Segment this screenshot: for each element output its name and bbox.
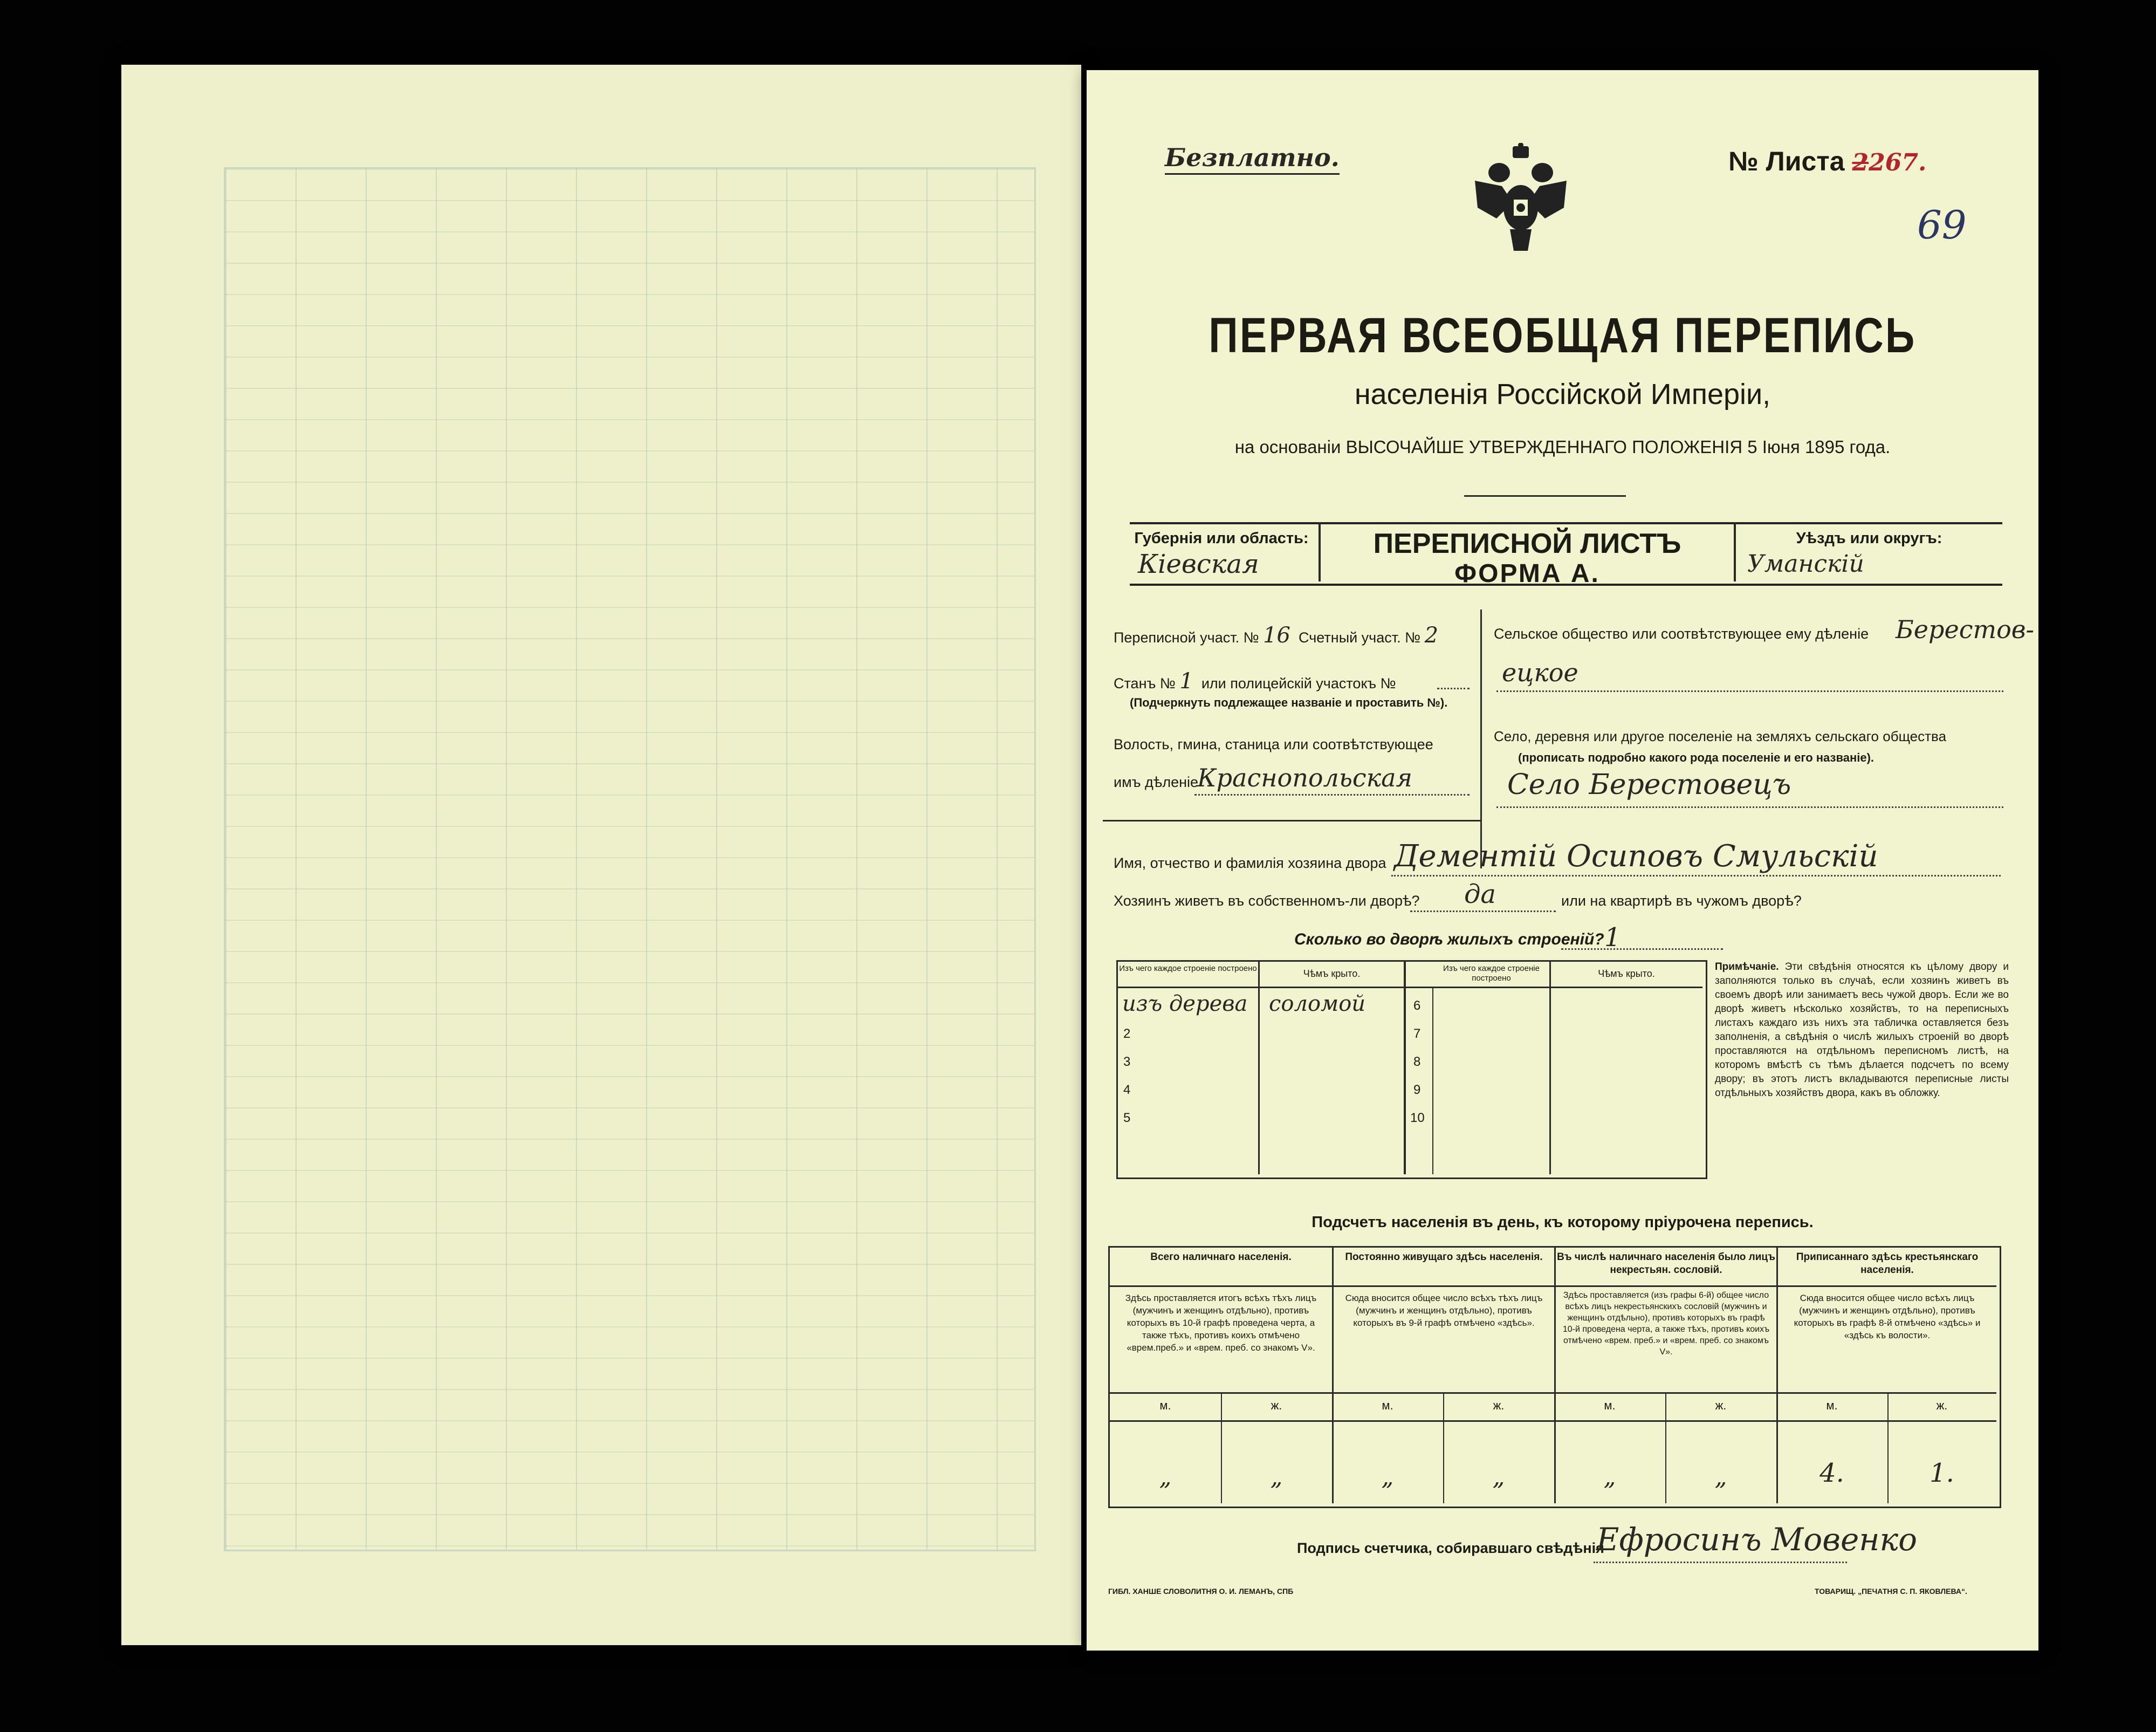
note-block [1715,960,2009,1100]
population-title: Подсчетъ населенія въ день, къ которому пріурочена перепись. [1312,1214,1814,1231]
note-text: Эти свѣдѣнія относятся къ цѣлому двору и заполняются только въ случаѣ, если хозяинъ живетъ въ своемъ дворѣ или занимаетъ весь чужой дворъ. Если же во дворѣ живетъ нѣсколько хозяйствъ, то на переписныхъ листахъ каждаго изъ нихъ эта табличка оставляется безъ заполненія, а свѣдѣнія о числѣ жилыхъ строеній во дворѣ проставляются на отдѣльномъ переписномъ листѣ, на которомъ вмѣстѣ съ тѣмъ дѣлается подсчетъ по всему двору; въ этотъ листъ вкладываются переписные листы отдѣльныхъ хозяйствъ двора, какъ въ обложку. [1715,961,2009,1099]
left-page [121,65,1081,1645]
buildings-table [1116,960,1707,1179]
row-num: 2 [1123,1026,1131,1041]
pop-f-val-1: „ [1270,1463,1283,1491]
village-label: Село, деревня или другое поселеніе на земляхъ сельскаго общества [1494,728,1947,744]
census-form-page [1087,70,2038,1651]
pop-m-1: м. [1159,1399,1171,1412]
society-line [1496,690,2003,692]
sheet-title: ПЕРЕПИСНОЙ ЛИСТЪ [1373,528,1681,559]
pop-desc-rule [1110,1392,1996,1394]
pop-m-val-4: 4. [1819,1458,1844,1488]
pop-head-3: Въ числѣ наличнаго населенія было лицъ некрестьян. сословій. [1557,1251,1775,1276]
pop-head-4: Приписаннаго здѣсь крестьянскаго населенія. [1796,1251,1979,1276]
sheet-number: 267. [1869,149,1927,176]
volost-value: Краснопольская [1197,763,1412,792]
free-label: Безплатно. [1165,143,1340,175]
volost-label-2: имъ дѣленіе [1114,774,1199,790]
pop-desc-3: Здѣсь проставляется (изъ графы 6-й) общее число всѣхъ лицъ некрестьянскихъ сословій (мужчинъ и женщинъ отдѣльно), противъ которыхъ въ графѣ 10-й проведена черта, а также тѣхъ, противъ коихъ отмѣчено «врем. преб.» и «врем. преб. со знакомъ V». [1562,1291,1770,1357]
row-num: 9 [1413,1083,1421,1097]
owner-name-label: Имя, отчество и фамилія хозяина двора [1114,855,1386,871]
gubernia-value: Кіевская [1138,549,1259,579]
sheet-label: № Листа [1728,146,1845,176]
uezd-value: Уманскій [1747,550,1864,578]
pop-m-3: м. [1604,1399,1616,1412]
police-label: или полицейскій участокъ № [1201,675,1396,692]
sheet-number-struck: 2 [1852,149,1869,176]
pop-desc-2: Сюда вносится общее число всѣхъ тѣхъ лицъ (мужчинъ и женщинъ отдѣльно), противъ которыхъ въ 9-й графѣ отмѣчено «здѣсь». [1345,1293,1543,1328]
pop-desc-4: Сюда вносится общее число всѣхъ лицъ (мужчинъ и женщинъ отдѣльно), противъ которыхъ въ графѣ 8-й отмѣчено «здѣсь» и «здѣсь къ волости». [1794,1293,1981,1340]
row-num: 6 [1413,998,1421,1013]
table-num-rule [1432,987,1433,1174]
pop-m-val-3: „ [1603,1463,1616,1491]
volost-label-1: Волость, гмина, станица или соотвѣтствующее [1114,736,1433,752]
village-note: (прописать подробно какого рода поселеніе и его названіе). [1518,751,1875,764]
section-rule [1103,820,1480,821]
pop-f-val-2: „ [1492,1463,1505,1491]
pop-head-2: Постоянно живущаго здѣсь населенія. [1345,1251,1543,1263]
col-roof: Чѣмъ крыто. [1303,968,1361,979]
pop-f-4: ж. [1936,1399,1948,1412]
owner-name-value: Дементій Осиповъ Смульскій [1394,839,1878,874]
count-value: 2 [1424,623,1439,648]
census-basis: на основаніи ВЫСОЧАЙШЕ УТВЕРЖДЕННАГО ПОЛОЖЕНІЯ 5 Іюня 1895 года. [1234,437,1891,457]
owner-apartment-label: или на квартирѣ въ чужомъ дворѣ? [1561,893,1802,909]
row-num: 4 [1123,1083,1131,1097]
faded-table-grid [224,167,1036,1551]
pop-m-2: м. [1382,1399,1393,1412]
owner-lives-value: да [1464,879,1496,909]
society-value-1: Берестов- [1896,615,2035,644]
district-row [1114,623,1438,648]
ornament-divider [1464,495,1626,497]
table-col-rule [1549,962,1551,1174]
row-num: 7 [1413,1026,1421,1041]
count-label: Счетный участ. № [1299,629,1421,646]
stan-row [1114,669,1396,694]
pop-f-val-3: „ [1714,1463,1727,1491]
village-value: Село Берестовецъ [1507,769,1791,801]
signature-label: Подпись счетчика, собиравшаго свѣдѣнія [1297,1540,1604,1556]
note-title: Примѣчаніе. [1715,961,1779,973]
pop-m-4: м. [1826,1399,1838,1412]
uezd-label: Уѣздъ или округъ: [1796,530,1942,547]
pop-f-val-4: 1. [1930,1458,1954,1488]
row-num: 10 [1410,1111,1425,1125]
stan-value: 1 [1179,669,1193,694]
col-material-2: Изъ чего каждое строеніе построено [1443,964,1540,983]
district-value: 16 [1263,623,1291,648]
police-note: (Подчеркнуть подлежащее названіе и проставить №). [1130,696,1448,709]
col-material: Изъ чего каждое строеніе построено [1119,964,1257,973]
col-roof-2: Чѣмъ крыто. [1598,968,1655,979]
field-column-divider [1480,610,1482,868]
row-num: 8 [1413,1055,1421,1069]
pop-mf-rule [1110,1420,1996,1422]
archive-folio-number: 69 [1917,202,1967,248]
row-roof: соломой [1269,991,1366,1016]
row-num: 5 [1123,1111,1131,1125]
gubernia-label: Губернія или область: [1134,530,1309,547]
village-line [1496,806,2003,808]
printer-mark-left: ГИБЛ. ХАНШЕ СЛОВОЛИТНЯ О. И. ЛЕМАНЪ, СПБ [1108,1587,1294,1596]
form-name: ФОРМА А. [1454,559,1600,588]
pop-f-3: ж. [1715,1399,1727,1412]
district-label: Переписной участ. № [1114,629,1259,646]
sheet-number-row [1728,146,1926,177]
police-line [1437,688,1470,689]
population-table [1108,1246,2001,1508]
signature-value: Ефросинъ Мовенко [1596,1521,1918,1558]
pop-m-val-1: „ [1159,1463,1172,1491]
census-subtitle: населенія Россійской Имперіи, [1354,378,1771,410]
volost-line [1194,794,1470,796]
imperial-eagle-emblem [1464,143,1577,256]
owner-name-line [1391,875,2001,877]
census-title: ПЕРВАЯ ВСЕОБЩАЯ ПЕРЕПИСЬ [1209,308,1917,363]
printer-mark-right: ТОВАРИЩ. „ПЕЧАТНЯ С. П. ЯКОВЛЕВА“. [1815,1587,1967,1596]
signature-line [1594,1562,1847,1563]
table-header-rule [1118,987,1702,988]
pop-head-1: Всего наличнаго населенія. [1150,1251,1292,1263]
society-value-2: ецкое [1502,658,1578,687]
pop-header-rule [1110,1285,1996,1287]
table-divider [1404,962,1406,1174]
table-col-rule [1258,962,1260,1174]
stan-label: Станъ № [1114,675,1176,692]
buildings-label: Сколько во дворѣ жилыхъ строеній? [1294,930,1604,948]
owner-lives-line [1410,911,1556,912]
buildings-value: 1 [1604,922,1621,953]
pop-m-val-2: „ [1381,1463,1394,1491]
pop-desc-1: Здѣсь проставляется итогъ всѣхъ тѣхъ лицъ (мужчинъ и женщинъ отдѣльно), противъ которыхъ въ 10-й графѣ проведена черта, а также тѣхъ, противъ коихъ отмѣчено «врем.преб.» и «врем. преб. со знакомъ V». [1125,1293,1317,1353]
pop-f-2: ж. [1493,1399,1505,1412]
buildings-line [1561,948,1723,950]
row-material: изъ дерева [1122,991,1248,1016]
society-label: Сельское общество или соотвѣтствующее ему дѣленіе [1494,626,1869,642]
pop-f-1: ж. [1271,1399,1282,1412]
owner-lives-label: Хозяинъ живетъ въ собственномъ-ли дворѣ? [1114,893,1420,909]
row-num: 3 [1123,1055,1131,1069]
